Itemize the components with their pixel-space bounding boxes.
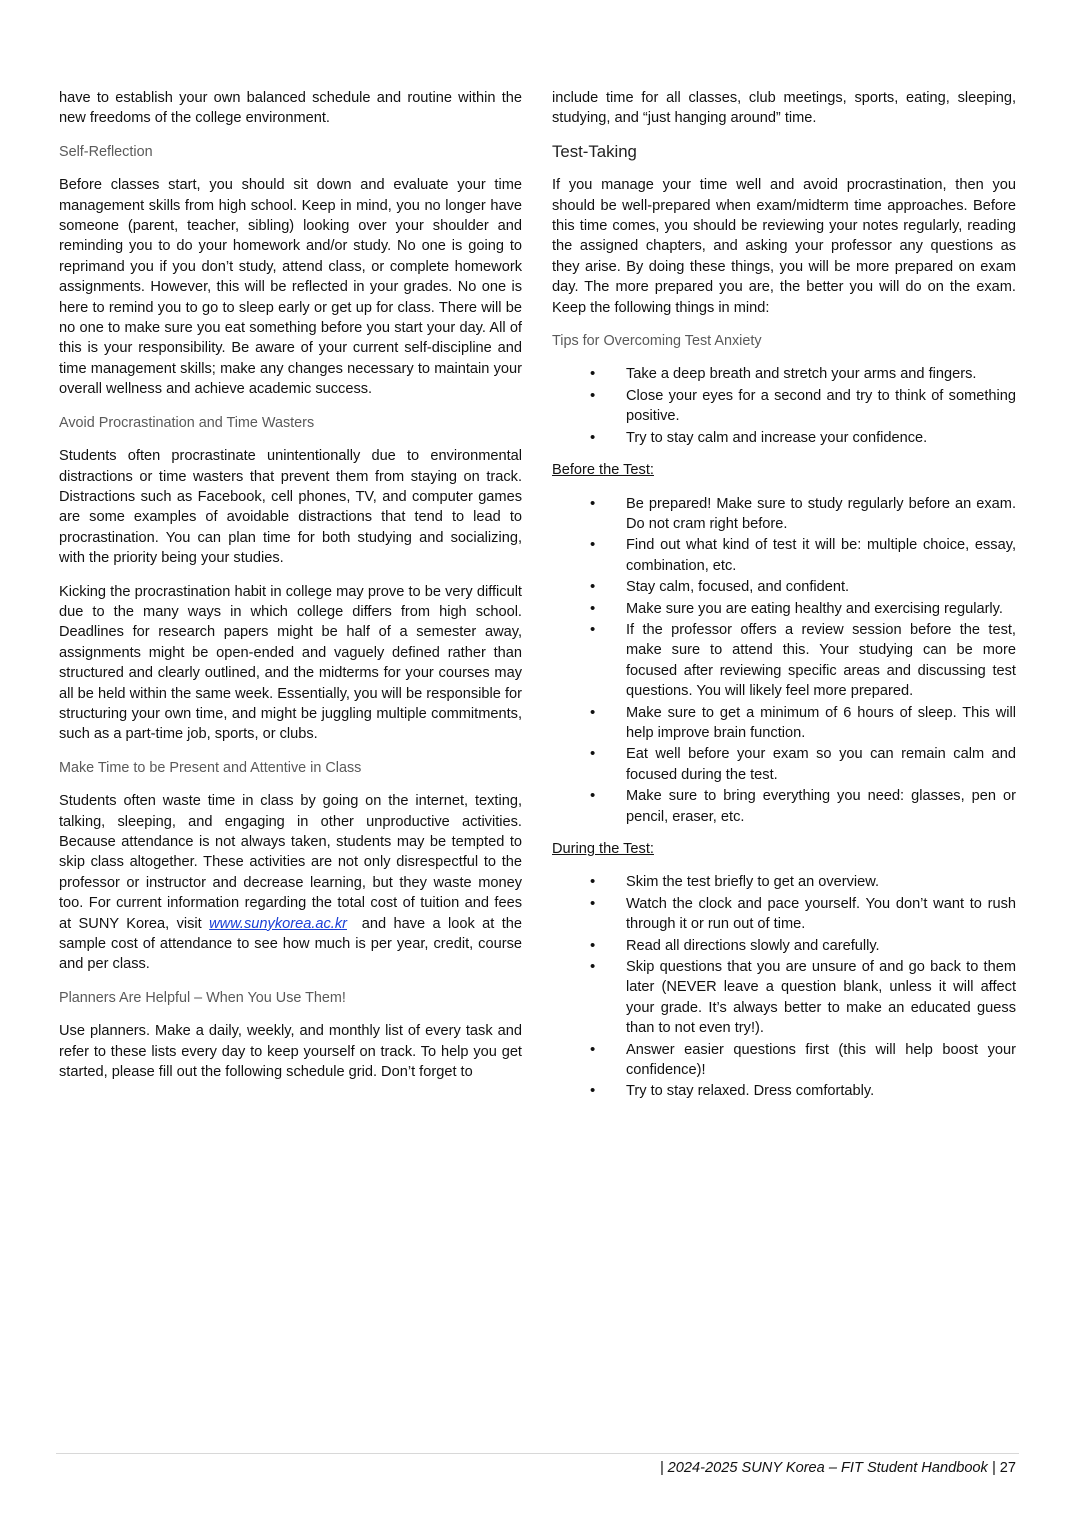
heading-during-test: During the Test: [552, 841, 654, 857]
list-item: • Make sure to get a minimum of 6 hours of sleep. This will help improve brain function. [552, 703, 1016, 744]
list-item: • If the professor offers a review session before the test, make sure to attend this. Your studying can be more focused after reviewing specific areas and discussing test questions. You will likely feel more prepared. [552, 620, 1016, 702]
list-item: • Close your eyes for a second and try to think of something positive. [552, 386, 1016, 427]
page-footer [660, 1460, 1016, 1476]
list-item: • Make sure you are eating healthy and exercising regularly. [552, 599, 1016, 619]
heading-present-in-class: Make Time to be Present and Attentive in Class [59, 759, 362, 776]
heading-test-anxiety-tips: Tips for Overcoming Test Anxiety [552, 333, 762, 350]
heading-test-taking: Test-Taking [552, 141, 637, 161]
list-item: • Try to stay calm and increase your confidence. [552, 428, 1016, 448]
paragraph-test-taking: If you manage your time well and avoid procrastination, then you should be well-prepared when exam/midterm time approaches. Before this time comes, you should be reviewing your notes regularly, reading the assigned chapters, and asking your professor any questions as they arise. By doing these things, you will be more prepared on exam day. The more prepared you are, the better you will do on the exam. Keep the following things in mind: [552, 177, 1016, 316]
list-item: • Skip questions that you are unsure of and go back to them later (NEVER leave a question blank, unless it will affect your grade. It’s always better to make an educated guess than to not even try!). [552, 957, 1016, 1039]
paragraph-avoid-procrastination-1: Students often procrastinate unintentionally due to environmental distractions or time wasters that prevent them from staying on track. Distractions such as Facebook, cell phones, TV, and computer games are some examples of avoidable distractions that tend to lead to procrastination. You can plan time for both studying and socializing, with the priority being your studies. [59, 448, 522, 567]
paragraph-self-reflection: Before classes start, you should sit down and evaluate your time management skills from high school. Keep in mind, you no longer have someone (parent, teacher, sibling) looking over your shoulder and reminding you to do your homework and/or study. No one is going to reprimand you if you don’t study, attend class, or complete homework assignments. However, this will be reflected in your grades. No one is here to remind you to go to sleep early or get up for class. There will be no one to make sure you eat something before you start your day. All of this is your responsibility. Be aware of your current self-discipline and time management skills; make any changes necessary to maintain your overall wellness and achieve academic success. [59, 177, 522, 398]
list-item: • Be prepared! Make sure to study regularly before an exam. Do not cram right before. [552, 494, 1016, 535]
heading-self-reflection: Self-Reflection [59, 143, 153, 160]
list-item: • Watch the clock and pace yourself. You don’t want to rush through it or run out of time. [552, 894, 1016, 935]
footer-title: | 2024-2025 SUNY Korea – FIT Student Handbook | [659, 1460, 996, 1476]
right-column [552, 88, 1016, 1114]
paragraph-avoid-procrastination-2: Kicking the procrastination habit in college may prove to be very difficult due to the many ways in which college differs from high school. Deadlines for research papers might be half of a semester away, assignments might be open-ended and vaguely defined rather than structured and clearly outlined, and the midterms for your courses may all be held within the same week. Essentially, you will be responsible for structuring your own time, and might be juggling multiple commitments, such as a part-time job, sports, or clubs. [59, 583, 522, 743]
list-item: • Read all directions slowly and carefully. [552, 936, 1016, 956]
heading-avoid-procrastination: Avoid Procrastination and Time Wasters [59, 414, 315, 431]
paragraph-planners-continued: include time for all classes, club meetings, sports, eating, sleeping, studying, and “just hanging around” time. [552, 90, 1016, 127]
page-number: 27 [999, 1460, 1016, 1476]
list-item: • Make sure to bring everything you need: glasses, pen or pencil, eraser, etc. [552, 786, 1016, 827]
left-column [59, 88, 522, 1095]
list-item: • Answer easier questions first (this will help boost your confidence)! [552, 1040, 1016, 1081]
paragraph-present-text-a: Students often waste time in class by going on the internet, texting, talking, sleeping, and engaging in other unproductive activities. Because attendance is not always taken, students may be tempted to skip class altogether. These activities are not only disrespectful to the professor or instructor and decrease learning, but they waste money too. For current information regarding the total cost of tuition and fees at SUNY Korea, visit [59, 793, 522, 932]
paragraph-present-in-class [59, 791, 522, 975]
heading-before-test: Before the Test: [552, 462, 654, 479]
paragraph-intro-continued: have to establish your own balanced schedule and routine within the new freedoms of the college environment. [59, 90, 522, 127]
list-during-test [552, 872, 1016, 1101]
list-test-anxiety-tips [552, 364, 1016, 448]
list-item: • Find out what kind of test it will be: multiple choice, essay, combination, etc. [552, 535, 1016, 576]
sunykorea-link[interactable]: www.sunykorea.ac.kr [209, 915, 348, 932]
list-item: • Try to stay relaxed. Dress comfortably. [552, 1081, 1016, 1101]
list-item: • Stay calm, focused, and confident. [552, 577, 1016, 597]
list-item: • Skim the test briefly to get an overview. [552, 872, 1016, 892]
paragraph-present-text-b: and have a look at the sample cost of attendance to see how much is per year, credit, course and per class. [59, 915, 523, 973]
paragraph-planners: Use planners. Make a daily, weekly, and monthly list of every task and refer to these lists every day to keep yourself on track. To help you get started, please fill out the following schedule grid. Don’t forget to [59, 1023, 522, 1081]
list-before-test [552, 494, 1016, 828]
list-item: • Eat well before your exam so you can remain calm and focused during the test. [552, 744, 1016, 785]
list-item: • Take a deep breath and stretch your arms and fingers. [552, 364, 1016, 384]
footer-divider [56, 1453, 1019, 1454]
heading-planners: Planners Are Helpful – When You Use Them! [59, 989, 346, 1006]
